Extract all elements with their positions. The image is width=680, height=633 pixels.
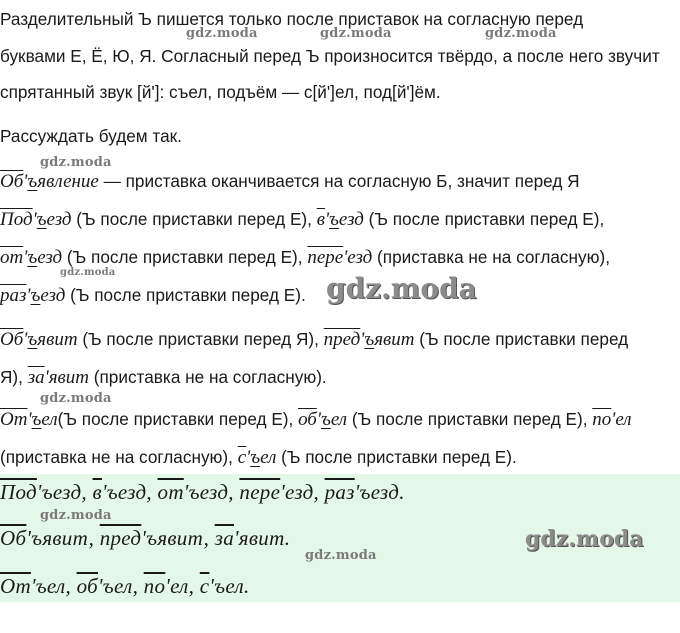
answer-word: Под'ъезд: [0, 480, 82, 504]
reasoning-line-3: от'ъезд (Ъ после приставки перед Е), пере'езд (приставка не на согласную),: [0, 247, 610, 268]
word-otyel: От'ъел: [0, 409, 58, 430]
intro-line-3: спрятанный звук [й']: съел, подъём — с[й']ел, под[й']ём.: [0, 82, 441, 102]
answer-line-3: От'ъел, об'ъел, по'ел, с'ъел.: [0, 574, 250, 598]
reasoning-line-7: От'ъел(Ъ после приставки перед Е), об'ъел (Ъ после приставки перед Е), по'ел: [0, 409, 632, 430]
watermark-large: gdz.moda: [326, 272, 477, 305]
answer-line-2: Об'ъявит, пред'ъявит, за'явит.: [0, 526, 291, 550]
intro-line-4: Рассуждать будем так.: [0, 126, 182, 146]
word-podyezd: Под'ъезд: [0, 209, 72, 230]
word-obyel: об'ъел: [298, 409, 348, 430]
answer-word: раз'ъезд: [324, 480, 400, 504]
reasoning-line-8: (приставка не на согласную), с'ъел (Ъ после приставки перед Е).: [0, 447, 517, 468]
answer-word: Об'ъявит: [0, 526, 89, 550]
word-poel: по'ел: [592, 409, 632, 430]
watermark: gdz.moda: [320, 26, 392, 41]
watermark: gdz.moda: [485, 26, 557, 41]
reasoning-line-5: Об'ъявит (Ъ после приставки перед Я), пред'ъявит (Ъ после приставки перед: [0, 329, 629, 350]
answer-word: пере'езд: [239, 480, 314, 504]
watermark: gdz.moda: [186, 26, 258, 41]
answer-word: от'ъезд: [157, 480, 229, 504]
intro-line-2: буквами Е, Ё, Ю, Я. Согласный перед Ъ произносится твёрдо, а после него звучит: [0, 46, 660, 66]
intro-line-1: Разделительный Ъ пишется только после приставок на согласную перед: [0, 9, 584, 29]
word-syel: с'ъел: [237, 447, 277, 468]
reasoning-line-6: Я), за'явит (приставка не на согласную).: [0, 367, 327, 388]
answer-word: с'ъел: [199, 574, 244, 598]
watermark: gdz.moda: [60, 267, 116, 278]
word-predyavit: пред'ъявит: [323, 329, 415, 350]
watermark: gdz.moda: [305, 548, 377, 563]
word-obyavlenie: Об'ъявление: [0, 171, 99, 192]
answer-word: в'ъезд: [92, 480, 147, 504]
word-vyezd: в'ъезд: [316, 209, 364, 230]
watermark-large: gdz.moda: [525, 526, 644, 552]
answer-line-1: Под'ъезд, в'ъезд, от'ъезд, пере'езд, раз'ъезд.: [0, 480, 405, 504]
reasoning-line-2: Под'ъезд (Ъ после приставки перед Е), в'ъезд (Ъ после приставки перед Е),: [0, 209, 605, 230]
answer-word: по'ел: [143, 574, 189, 598]
reasoning-line-4: раз'ъезд (Ъ после приставки перед Е).: [0, 285, 306, 306]
watermark: gdz.moda: [40, 391, 112, 406]
word-pereezd: пере'езд: [307, 247, 373, 268]
answer-word: От'ъел: [0, 574, 66, 598]
word-obyavit: Об'ъявит: [0, 329, 78, 350]
word-zayavit: за'явит: [27, 367, 89, 388]
answer-word: за'явит: [214, 526, 285, 550]
word-otyezd: от'ъезд: [0, 247, 63, 268]
watermark: gdz.moda: [40, 155, 112, 170]
answer-word: пред'ъявит: [99, 526, 204, 550]
reasoning-line-1: Об'ъявление — приставка оканчивается на согласную Б, значит перед Я: [0, 171, 580, 192]
word-razyezd: раз'ъезд: [0, 285, 66, 306]
answer-word: об'ъел: [76, 574, 133, 598]
watermark: gdz.moda: [40, 508, 112, 523]
